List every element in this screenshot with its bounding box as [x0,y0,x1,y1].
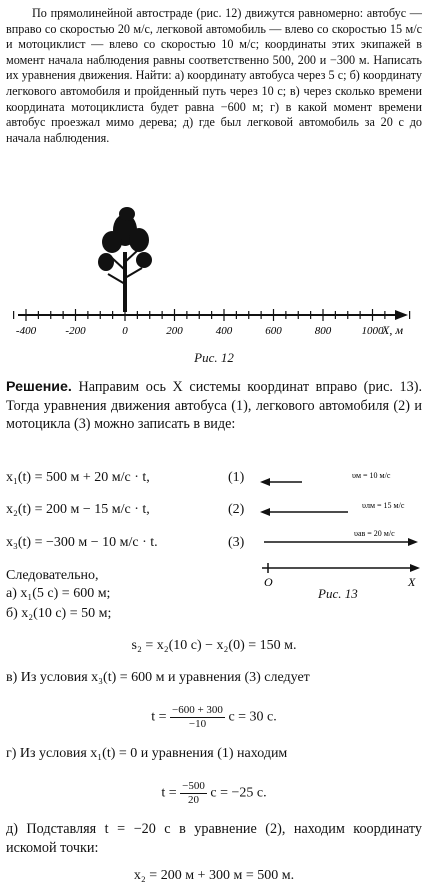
equation-2: x₂(t) = 200 м − 15 м/с · t, [6,502,150,517]
fraction-denominator: −10 [188,718,207,730]
equation-3-number: (3) [228,535,245,550]
tick-label: 1000 [361,325,384,337]
figure-12-axis [0,200,428,370]
problem-statement: По прямолинейной автостраде (рис. 12) движутся равномерно: автобус — вправо со скоростью 20 м/с, легковой автомобиль — влево со скоростью 15 м/с и мотоциклист — влево со скоростью 10 м/с; координаты этих экипажей в момент начала наблюдения равны соответственно 500, 200 и −300 м. Написать их уравнения движения. Найти: а) координату автобуса через 5 с; б) координату легкового автомобиля и пройденный путь через 10 с; в) через сколько времени координата мотоциклиста будет равна −600 м; г) в какой момент времени автобус проезжал мимо дерева; д) где был легковой автомобиль за 20 с до начала наблюдения. [6,6,422,145]
tree-icon [98,207,152,312]
path-s2: s₂ = x₂(10 с) − x₂(0) = 150 м. [131,638,297,653]
arrow-left-icon [260,508,270,516]
axis-arrow-icon [410,564,420,572]
velocity-motorcycle: υм = 10 м/с [352,471,391,480]
figure-12-caption: Рис. 12 [194,350,234,365]
fraction-numerator: −600 + 300 [172,704,223,716]
answer-g-formula [0,780,428,807]
tick-label: -200 [65,325,86,337]
solution-label: Решение. [6,379,72,395]
equation-2-number: (2) [228,502,245,517]
tick-label: 0 [122,325,128,337]
arrow-right-icon [408,538,418,546]
formula-lhs: t = [161,785,177,801]
origin-label: O [264,575,273,589]
arrow-left-icon [260,478,270,486]
answer-v-text: в) Из условия x₃(t) = 600 м и уравнения (3) следует [6,670,310,685]
tick-label: 200 [166,325,183,337]
velocity-bus: υав = 20 м/с [354,529,395,538]
fraction [180,780,207,807]
answer-a: а) x₁(5 с) = 600 м; [6,586,111,601]
velocity-car: υлм = 15 м/с [362,501,405,510]
fraction-numerator: −500 [182,780,205,792]
formula-lhs: t = [151,709,167,725]
solution-intro-text: Направим ось X системы координат вправо (рис. 13). Тогда уравнения движения автобуса (1), легкового автомобиля (2) и мотоцикла (3) можно записать в виде: [6,379,422,432]
tick-label: 400 [215,325,233,337]
figure-13-velocities [256,466,424,606]
answer-b: б) x₂(10 с) = 50 м; [6,606,112,621]
therefore-text: Следовательно, [6,568,99,583]
equation-1: x₁(t) = 500 м + 20 м/с · t, [6,470,150,485]
answer-g-text: г) Из условия x₁(t) = 0 и уравнения (1) находим [6,746,288,761]
answer-v-formula [0,704,428,731]
tick-label: 800 [314,325,332,337]
answer-d-text: д) Подставляя t = −20 с в уравнение (2), находим координату искомой точки: [6,821,422,856]
fraction-denominator: 20 [188,794,200,806]
answer-d-result: x₂ = 200 м + 300 м = 500 м. [133,868,295,883]
figure-13-caption: Рис. 13 [318,586,358,601]
tick-label: -400 [15,325,37,337]
formula-rhs: с = −25 с. [210,785,267,801]
fraction [170,704,225,731]
equation-1-number: (1) [228,470,245,485]
formula-rhs: с = 30 с. [228,709,277,725]
x-axis-label: X, м [382,323,403,337]
equation-3: x₃(t) = −300 м − 10 м/с · t. [6,535,158,550]
solution-intro [6,378,422,434]
tick-label: 600 [265,325,282,337]
axis-label: X [408,575,416,589]
